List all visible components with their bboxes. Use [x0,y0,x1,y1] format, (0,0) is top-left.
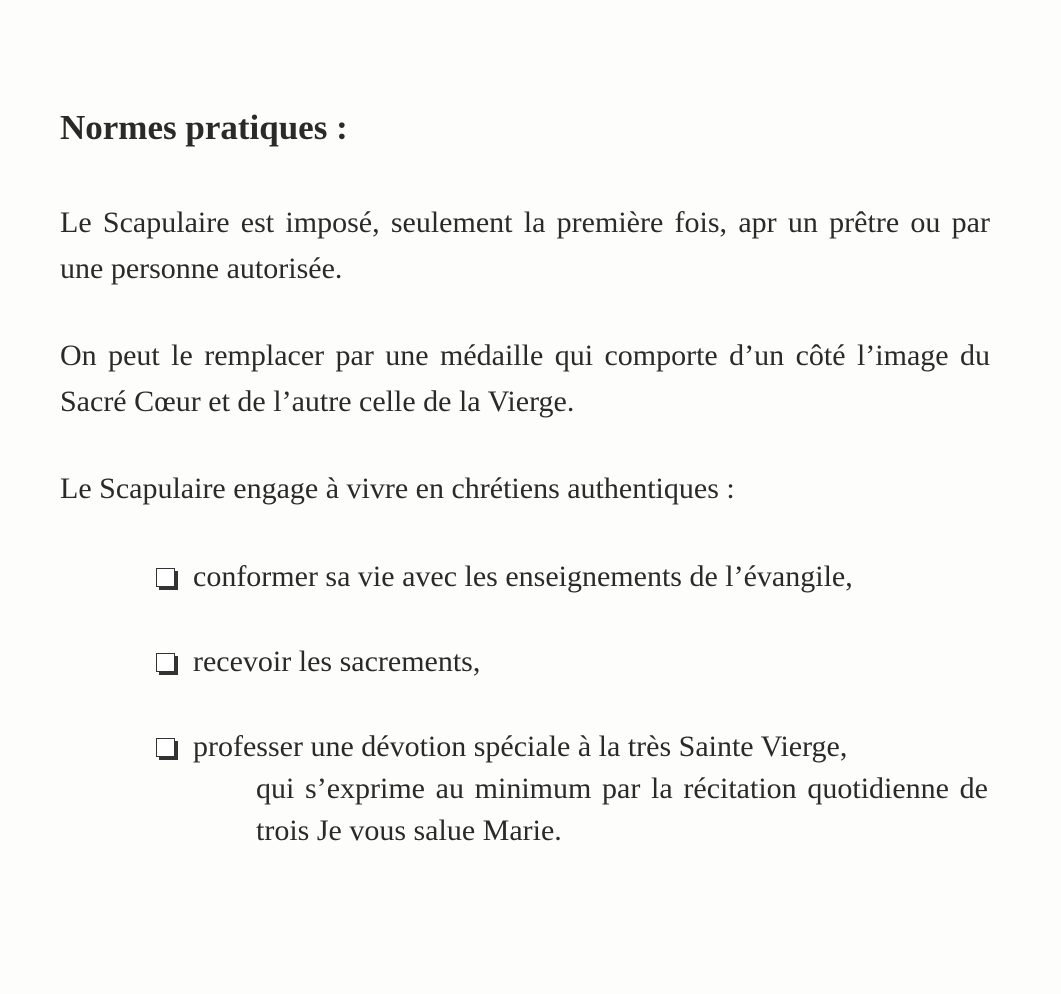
list-item [156,641,988,683]
checkbox-bullet-icon [156,738,175,757]
list-item-continuation: qui s’exprime au minimum par la récitation quotidienne de trois Je vous salue Marie. [256,772,988,847]
list-item-text: conformer sa vie avec les enseignements de l’évangile, [193,560,853,593]
paragraph-engagement: Le Scapulaire engage à vivre en chrétiens authentiques : [60,472,735,505]
list-item-text: professer une dévotion spéciale à la très Sainte Vierge, [193,730,848,763]
checkbox-bullet-icon [156,568,175,587]
paragraph-medaille: On peut le remplacer par une médaille qui comporte d’un côté l’image du Sacré Cœur et de l’autre celle de la Vierge. [60,339,990,418]
paragraph-imposition: Le Scapulaire est imposé, seulement la première fois, apr un prêtre ou par une personne autorisée. [60,206,990,285]
list-item-text: recevoir les sacrements, [193,645,481,678]
page-title: Normes pratiques : [60,108,348,147]
checkbox-bullet-icon [156,653,175,672]
list-item [156,556,988,598]
list-item [156,726,988,852]
